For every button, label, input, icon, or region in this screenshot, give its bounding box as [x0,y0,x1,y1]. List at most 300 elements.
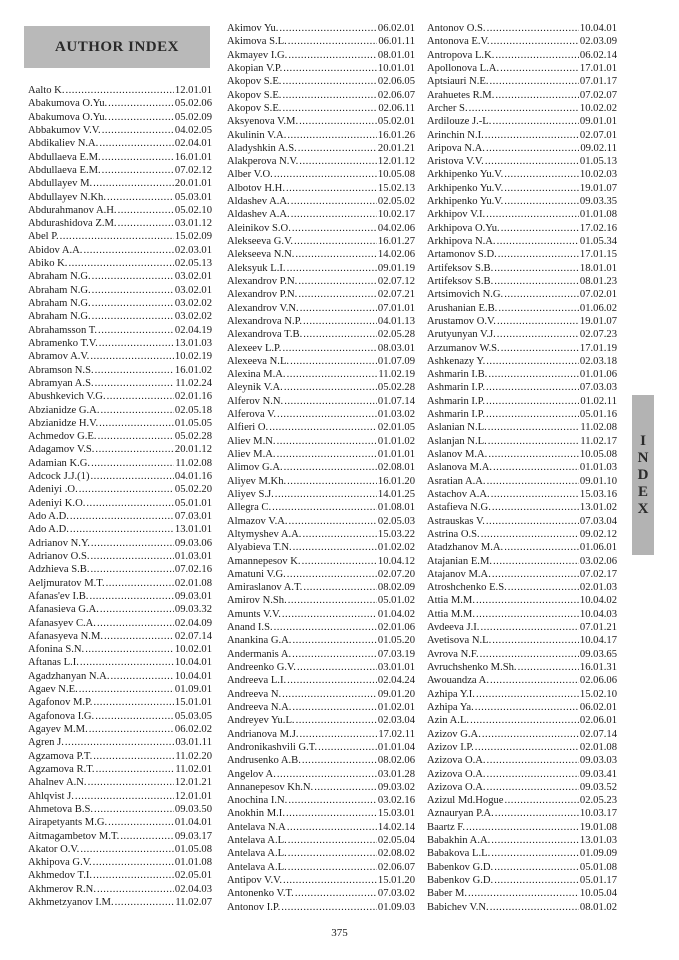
dot-leader [98,324,174,337]
abstract-reference: 05.02.06 [174,98,212,110]
index-entry [28,816,212,829]
author-name: Atroshchenko E.S. [427,582,507,594]
dot-leader [468,887,579,900]
author-name: Abbakumov V.V. [28,124,101,136]
abstract-reference: 02.06.01 [579,715,617,727]
abstract-reference: 11.02.08 [175,457,212,469]
index-entry [427,754,617,767]
index-entry [28,577,212,590]
dot-leader [99,337,174,350]
side-tab-letter: D [637,466,649,483]
dot-leader [287,475,377,488]
author-name: Alekseeva N.N. [227,249,295,261]
author-name: Ashmarin I.B. [427,369,488,381]
dot-leader [80,843,174,856]
author-name: Atadzhanov M.A. [427,542,504,554]
index-entry [28,324,212,337]
index-entry [28,457,212,470]
author-name: Akopian V.P. [227,62,283,74]
author-name: Antonov I.P. [227,901,281,913]
abstract-reference: 05.01.01 [174,497,212,509]
index-entry [28,590,212,603]
abstract-reference: 10.02.01 [174,644,212,656]
index-entry [427,448,617,461]
index-entry [227,741,415,754]
index-entry [227,195,415,208]
index-entry [427,621,617,634]
index-entry [28,869,212,882]
abstract-reference: 09.03.17 [174,830,212,842]
abstract-reference: 19.01.07 [579,182,617,194]
author-name: Abramov A.V. [28,351,90,363]
abstract-reference: 16.01.31 [579,662,617,673]
dot-leader [288,35,378,48]
index-entry [427,555,617,568]
index-entry [28,736,212,749]
index-entry [28,191,212,204]
author-name: Aznauryan P.A. [427,808,494,820]
author-name: Astafieva N.G. [427,502,491,514]
author-name: Astachov A.A. [427,488,490,500]
author-name: Alyabieva T.N. [227,542,292,554]
index-entry [427,475,617,488]
index-column-1 [28,84,212,909]
abstract-reference: 11.02.08 [580,422,617,434]
author-name: Andreenko G.V. [227,662,296,673]
abstract-reference: 09.02.11 [580,142,617,154]
index-entry [427,794,617,807]
index-entry [427,89,617,102]
author-name: Akopov S.E. [227,102,282,114]
index-entry [427,488,617,501]
author-name: Alexandrova T.B. [227,329,303,341]
dot-leader [86,497,174,510]
dot-leader [291,208,377,221]
index-entry [427,661,617,674]
index-entry [427,35,617,48]
dot-leader [93,696,173,709]
dot-leader [274,621,377,634]
abstract-reference: 11.02.01 [175,763,212,775]
dot-leader [99,137,174,150]
dot-leader [302,754,377,767]
abstract-reference: 16.01.27 [377,236,415,247]
abstract-reference: 12.01.12 [377,156,415,168]
author-name: Aleynik V.A. [227,382,283,394]
dot-leader [286,807,377,820]
abstract-reference: 01.04.01 [174,817,212,829]
index-entry [427,688,617,701]
abstract-reference: 10.04.17 [579,635,617,647]
author-name: Adeniyi .O. [28,484,78,496]
author-name: Arkhipova O.Yu. [427,222,500,234]
dot-leader [302,528,376,541]
dot-leader [486,208,579,221]
author-name: Agafonov M.P. [28,697,93,709]
index-entry [427,328,617,341]
author-name: Baber M. [427,888,468,900]
dot-leader [491,847,579,860]
abstract-reference: 09.01.01 [579,116,617,128]
abstract-reference: 01.01.06 [579,369,617,381]
dot-leader [476,688,579,701]
author-name: Atajanian E.M. [427,555,493,567]
author-name: Aptsiauri N.E. [427,76,489,88]
author-name: Alber V.O. [227,169,273,181]
author-name: Babenkov G.D. [427,861,494,873]
author-name: Andreeva L.I. [227,675,287,687]
abstract-reference: 01.07.09 [377,355,415,367]
index-entry [227,661,415,674]
abstract-reference: 03.02.01 [174,284,212,296]
index-entry [28,230,212,243]
author-name: Arzumanov W.S. [427,342,500,354]
abstract-reference: 02.07.14 [579,728,617,740]
author-name: Agzamova R.T. [28,763,95,775]
dot-leader [284,381,377,394]
author-name: Afanasyev C.A. [28,617,96,629]
index-entry [28,124,212,137]
author-name: Afanas'ev I.B. [28,590,89,602]
author-name: Awouandza A. [427,675,489,687]
dot-leader [65,84,173,97]
abstract-reference: 04.01.16 [174,471,212,483]
abstract-reference: 10.05.08 [579,449,617,460]
dot-leader [299,155,377,168]
abstract-reference: 09.03.01 [174,590,212,602]
abstract-reference: 15.02.09 [174,231,212,243]
index-entry [28,217,212,230]
dot-leader [282,688,377,701]
dot-leader [83,244,173,257]
abstract-reference: 03.01.01 [377,662,415,673]
author-name: Avrova N.F. [427,648,479,660]
author-name: Abakumova O.Yu. [28,98,108,110]
abstract-reference: 05.03.01 [174,191,212,203]
abstract-reference: 02.05.04 [377,835,415,847]
author-name: Alexandrov P.N. [227,289,298,301]
dot-leader [492,568,579,581]
index-entry [227,714,415,727]
index-entry [28,310,212,323]
abstract-reference: 02.01.08 [579,741,617,753]
author-name: Aalto K. [28,85,65,96]
author-name: Adagamov V.S. [28,444,95,456]
author-name: Alferov N.N. [227,395,284,407]
dot-leader [60,230,174,243]
index-entry [427,768,617,781]
index-entry [227,328,415,341]
dot-leader [281,901,377,914]
index-entry [427,594,617,607]
dot-leader [88,776,174,789]
index-entry [28,537,212,550]
author-name: Asratian A.A. [427,475,486,487]
dot-leader [91,470,174,483]
abstract-reference: 05.01.02 [377,595,415,607]
index-entry [427,874,617,887]
dot-leader [475,741,579,754]
dot-leader [293,541,377,554]
abstract-reference: 02.07.20 [377,568,415,580]
abstract-reference: 07.03.04 [579,515,617,527]
author-name: Alexeev L.P. [227,342,282,354]
dot-leader [282,342,376,355]
dot-leader [282,75,376,88]
abstract-reference: 05.01.08 [579,861,617,873]
index-entry [427,381,617,394]
dot-leader [504,168,579,181]
dot-leader [274,168,377,181]
dot-leader [497,235,579,248]
dot-leader [111,670,174,683]
index-entry [28,696,212,709]
dot-leader [501,342,579,355]
dot-leader [68,257,173,270]
dot-leader [95,710,174,723]
index-entry [427,315,617,328]
author-name: Alferova V. [227,409,277,421]
index-entry [227,421,415,434]
dot-leader [286,182,377,195]
abstract-reference: 17.02.16 [579,222,617,234]
index-entry [227,488,415,501]
dot-leader [494,275,579,288]
abstract-reference: 09.01.19 [377,262,415,274]
abstract-reference: 03.02.02 [174,311,212,323]
author-name: Azhipa Y.I. [427,688,475,700]
index-entry [227,355,415,368]
dot-leader [288,594,377,607]
author-name: Azhipa Ya. [427,701,474,713]
author-name: Alexandrova N.P. [227,315,303,327]
index-entry [28,776,212,789]
abstract-reference: 08.01.23 [579,275,617,287]
dot-leader [295,248,377,261]
author-name: Annanepesov Kh.N. [227,781,314,793]
abstract-reference: 03.02.16 [377,795,415,807]
index-entry [227,435,415,448]
index-entry [227,208,415,221]
dot-leader [486,355,579,368]
dot-leader [492,501,579,514]
index-entry [227,102,415,115]
dot-leader [287,821,377,834]
index-entry [227,568,415,581]
abstract-reference: 16.01.26 [377,129,415,141]
author-name: Alakperova N.V. [227,156,299,168]
index-entry [28,430,212,443]
dot-leader [486,408,579,421]
dot-leader [90,350,174,363]
index-entry [427,741,617,754]
index-entry [28,510,212,523]
dot-leader [106,577,174,590]
author-name: Archer S. [427,102,468,114]
index-entry [427,634,617,647]
author-name: Artsimovich N.G. [427,289,504,301]
dot-leader [303,581,377,594]
dot-leader [288,847,377,860]
author-name: Aldashev A.A. [227,196,290,208]
dot-leader [93,750,174,763]
index-entry [427,182,617,195]
index-entry [427,821,617,834]
author-name: Abramson N.S. [28,364,94,376]
index-entry [227,381,415,394]
index-entry [28,710,212,723]
author-name: Angelov A. [227,768,276,780]
author-name: Abraham N.G. [28,271,91,283]
index-entry [28,723,212,736]
dot-leader [282,102,377,115]
dot-leader [85,643,174,656]
author-name: Abraham N.G. [28,311,91,323]
author-name: Akhmedov T.I. [28,870,93,882]
dot-leader [92,297,174,310]
abstract-reference: 02.07.23 [579,329,617,341]
author-name: Azizova O.A. [427,781,486,793]
abstract-reference: 10.04.03 [579,608,617,620]
index-entry [427,102,617,115]
index-entry [427,142,617,155]
index-entry [227,861,415,874]
index-entry [427,75,617,88]
index-entry [227,847,415,860]
abstract-reference: 01.06.02 [579,302,617,314]
author-name: Aslanova M.A. [427,462,493,474]
abstract-reference: 02.05.13 [174,258,212,270]
dot-leader [488,368,579,381]
index-entry [427,222,617,235]
abstract-reference: 19.01.08 [579,821,617,833]
abstract-reference: 16.01.20 [377,475,415,487]
author-name: Attia M.M. [427,608,475,620]
abstract-reference: 02.07.01 [579,129,617,141]
dot-leader [495,807,579,820]
dot-leader [295,887,377,900]
index-entry [28,790,212,803]
author-name: Ashmarin I.P. [427,382,485,394]
dot-leader [107,191,174,204]
author-name: Apollonova L.A. [427,62,500,74]
dot-leader [99,417,174,430]
index-entry [227,49,415,62]
dot-leader [300,302,377,315]
abstract-reference: 12.01.01 [174,790,212,802]
index-entry [28,563,212,576]
abstract-reference: 15.02.10 [579,688,617,700]
author-name: Babakova L.L. [427,848,491,860]
dot-leader [91,457,174,470]
abstract-reference: 02.05.01 [174,870,212,882]
dot-leader [288,49,377,62]
author-name: Anand I.S. [227,622,273,634]
dot-leader [93,856,174,869]
author-name: Alfieri O. [227,422,269,434]
dot-leader [108,816,174,829]
index-entry [427,355,617,368]
abstract-reference: 03.01.11 [175,737,212,749]
abstract-reference: 02.05.18 [174,404,212,416]
abstract-reference: 10.01.01 [377,62,415,74]
abstract-reference: 02.03.01 [174,244,212,256]
abstract-reference: 12.01.01 [174,85,212,96]
dot-leader [288,794,377,807]
dot-leader [486,142,579,155]
index-entry [28,204,212,217]
abstract-reference: 01.01.02 [377,435,415,447]
dot-leader [475,701,579,714]
index-entry [28,390,212,403]
abstract-reference: 07.02.17 [579,568,617,580]
index-entry [28,364,212,377]
abstract-reference: 10.04.12 [377,555,415,567]
dot-leader [487,768,579,781]
abstract-reference: 15.02.13 [377,182,415,194]
abstract-reference: 02.07.21 [377,289,415,301]
dot-leader [492,115,578,128]
author-name: Adrianov O.S. [28,550,90,562]
abstract-reference: 13.01.02 [579,502,617,514]
dot-leader [108,111,174,124]
dot-leader [102,164,174,177]
author-name: Abzianidze H.V. [28,417,99,429]
abstract-reference: 13.01.03 [579,835,617,847]
index-entry [28,297,212,310]
author-name: Antonenko V.T. [227,888,294,900]
index-entry [427,262,617,275]
abstract-reference: 01.08.01 [377,502,415,514]
index-entry [427,395,617,408]
abstract-reference: 09.02.12 [579,528,617,540]
dot-leader [95,443,174,456]
abstract-reference: 10.02.02 [579,102,617,114]
abstract-reference: 02.05.23 [579,795,617,807]
dot-leader [287,568,377,581]
author-name: Astrauskas V. [427,515,485,527]
index-entry [427,115,617,128]
abstract-reference: 09.03.02 [377,781,415,793]
abstract-reference: 04.02.05 [174,124,212,136]
abstract-reference: 02.08.02 [377,848,415,860]
author-name: Atajanov M.A. [427,568,491,580]
index-entry [427,408,617,421]
abstract-reference: 03.01.12 [174,218,212,230]
abstract-reference: 01.01.04 [377,741,415,753]
index-entry [427,368,617,381]
index-entry [427,195,617,208]
abstract-reference: 02.04.01 [174,138,212,150]
author-name: Adeniyi K.O. [28,497,86,509]
abstract-reference: 01.09.09 [579,848,617,860]
author-name: Amannepesov K. [227,555,301,567]
dot-leader [80,656,174,669]
author-name: Azizova O.A. [427,768,486,780]
abstract-reference: 01.02.01 [377,701,415,713]
dot-leader [70,523,174,536]
author-name: Babakhin A.A. [427,835,491,847]
abstract-reference: 07.02.16 [174,564,212,576]
abstract-reference: 01.05.13 [579,156,617,168]
author-name: Alimov G.A. [227,462,283,474]
author-name: Ashmarin I.P. [427,395,485,407]
dot-leader [486,395,579,408]
dot-leader [481,528,579,541]
abstract-reference: 01.01.08 [579,209,617,221]
author-name: Abidov A.A. [28,244,83,256]
index-entry [28,830,212,843]
